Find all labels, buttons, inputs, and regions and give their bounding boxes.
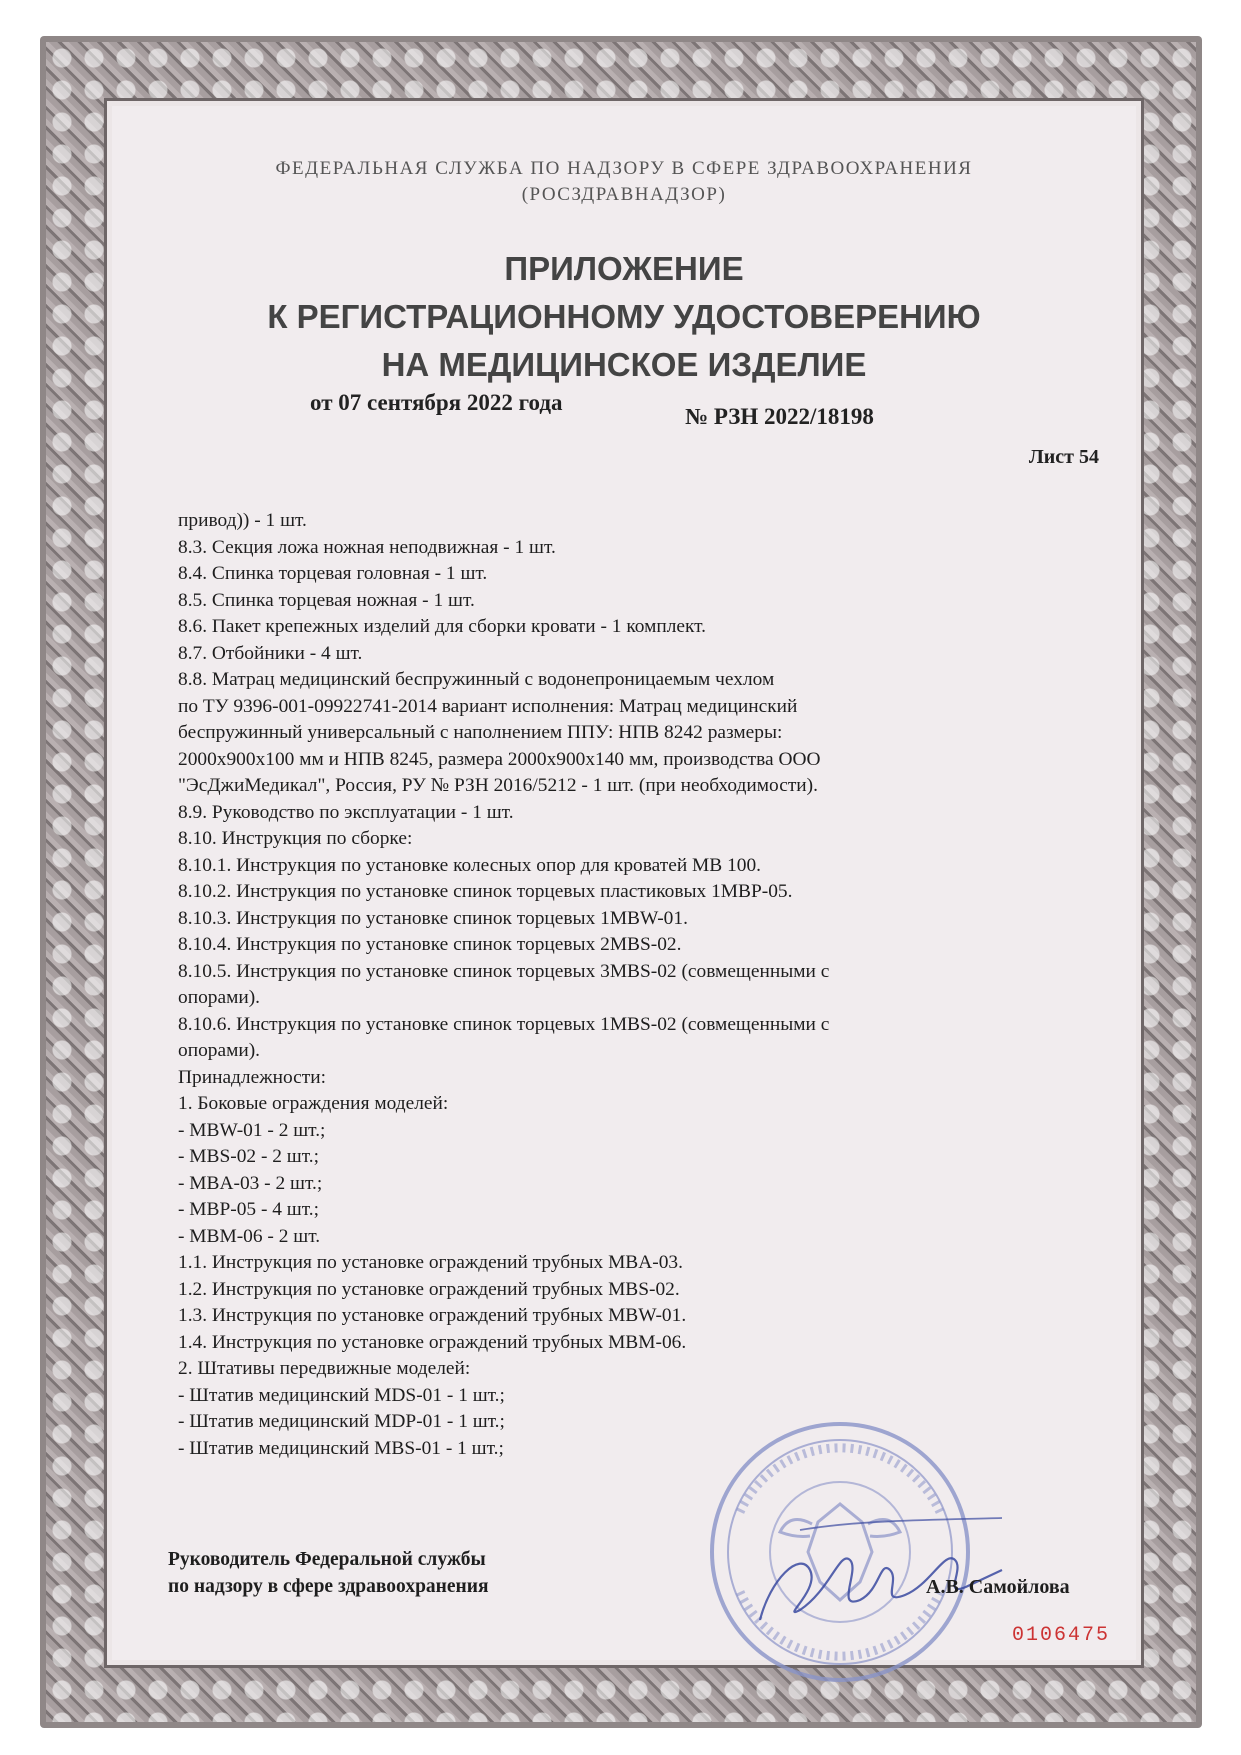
body-line: - Штатив медицинский MBS-01 - 1 шт.; xyxy=(178,1437,504,1459)
body-line: 1.1. Инструкция по установке ограждений трубных MBA-03. xyxy=(178,1252,683,1273)
body-line: - MBS-02 - 2 шт.; xyxy=(178,1146,319,1167)
body-line: 8.7. Отбойники - 4 шт. xyxy=(178,642,363,664)
body-line: 1.3. Инструкция по установке ограждений трубных MBW-01. xyxy=(178,1305,687,1326)
signer-name: А.В. Самойлова xyxy=(926,1576,1070,1598)
body-line: 8.9. Руководство по эксплуатации - 1 шт. xyxy=(178,801,514,823)
issue-date: от 07 сентября 2022 года xyxy=(310,390,563,415)
body-line: 8.10.4. Инструкция по установке спинок торцевых 2MBS-02. xyxy=(178,934,682,955)
body-line: 8.10.3. Инструкция по установке спинок торцевых 1MBW-01. xyxy=(178,907,688,929)
body-line: "ЭсДжиМедикал", Россия, РУ № РЗН 2016/5212 - 1 шт. (при необходимости). xyxy=(178,775,818,796)
signer-title-line-2: по надзору в сфере здравоохранения xyxy=(168,1576,489,1597)
body-line: 8.10. Инструкция по сборке: xyxy=(178,828,413,849)
body-line: 8.10.1. Инструкция по установке колесных опор для кроватей MB 100. xyxy=(178,854,761,876)
title-line-2: К РЕГИСТРАЦИОННОМУ УДОСТОВЕРЕНИЮ xyxy=(267,298,981,335)
body-line: - Штатив медицинский MDS-01 - 1 шт.; xyxy=(178,1384,505,1406)
body-line: - Штатив медицинский MDP-01 - 1 шт.; xyxy=(178,1411,505,1432)
body-line: опорами). xyxy=(178,987,261,1008)
body-line: - MBP-05 - 4 шт.; xyxy=(178,1199,319,1220)
body-line: 8.4. Спинка торцевая головная - 1 шт. xyxy=(178,563,488,584)
body-line: опорами). xyxy=(178,1040,261,1061)
document-body xyxy=(178,508,1058,1462)
body-line: 8.10.5. Инструкция по установке спинок торцевых 3MBS-02 (совмещенными с xyxy=(178,960,830,982)
body-line: привод)) - 1 шт. xyxy=(178,510,307,531)
serial-number: 0106475 xyxy=(1012,1624,1111,1647)
registration-number: № РЗН 2022/18198 xyxy=(685,404,874,429)
agency-abbrev: (РОСЗДРАВНАДЗОР) xyxy=(521,184,727,205)
body-line: 8.5. Спинка торцевая ножная - 1 шт. xyxy=(178,589,475,611)
title-line-1: ПРИЛОЖЕНИЕ xyxy=(504,250,744,287)
body-line: 1.2. Инструкция по установке ограждений трубных MBS-02. xyxy=(178,1278,680,1300)
body-line: по ТУ 9396-001-09922741-2014 вариант исполнения: Матрац медицинский xyxy=(178,695,798,717)
body-line: 1.4. Инструкция по установке ограждений трубных MBM-06. xyxy=(178,1331,687,1353)
body-line: 8.8. Матрац медицинский беспружинный с водонепроницаемым чехлом xyxy=(178,669,775,690)
body-line: - MBW-01 - 2 шт.; xyxy=(178,1119,326,1141)
body-line: - MBM-06 - 2 шт. xyxy=(178,1225,321,1247)
body-line: 8.10.6. Инструкция по установке спинок торцевых 1MBS-02 (совмещенными с xyxy=(178,1013,830,1035)
body-line: Принадлежности: xyxy=(178,1066,327,1088)
title-line-3: НА МЕДИЦИНСКОЕ ИЗДЕЛИЕ xyxy=(381,346,867,383)
sheet-number: Лист 54 xyxy=(1028,446,1099,468)
body-line: 2000х900х100 мм и НПВ 8245, размера 2000х900х140 мм, производства ООО xyxy=(178,748,821,770)
body-line: 8.6. Пакет крепежных изделий для сборки кровати - 1 комплект. xyxy=(178,616,707,637)
body-line: 8.3. Секция ложа ножная неподвижная - 1 шт. xyxy=(178,536,556,558)
signer-title-line-1: Руководитель Федеральной службы xyxy=(168,1549,486,1570)
body-line: 8.10.2. Инструкция по установке спинок торцевых пластиковых 1MBP-05. xyxy=(178,881,793,902)
body-line: 1. Боковые ограждения моделей: xyxy=(178,1093,449,1114)
body-line: беспружинный универсальный с наполнением ППУ: НПВ 8242 размеры: xyxy=(178,722,783,743)
body-line: 2. Штативы передвижные моделей: xyxy=(178,1358,471,1379)
signer-title xyxy=(168,1546,489,1600)
body-line: - MBA-03 - 2 шт.; xyxy=(178,1172,323,1194)
handwritten-signature-icon xyxy=(740,1490,1010,1640)
agency-name: ФЕДЕРАЛЬНАЯ СЛУЖБА ПО НАДЗОРУ В СФЕРЕ ЗДРАВООХРАНЕНИЯ xyxy=(275,158,973,179)
